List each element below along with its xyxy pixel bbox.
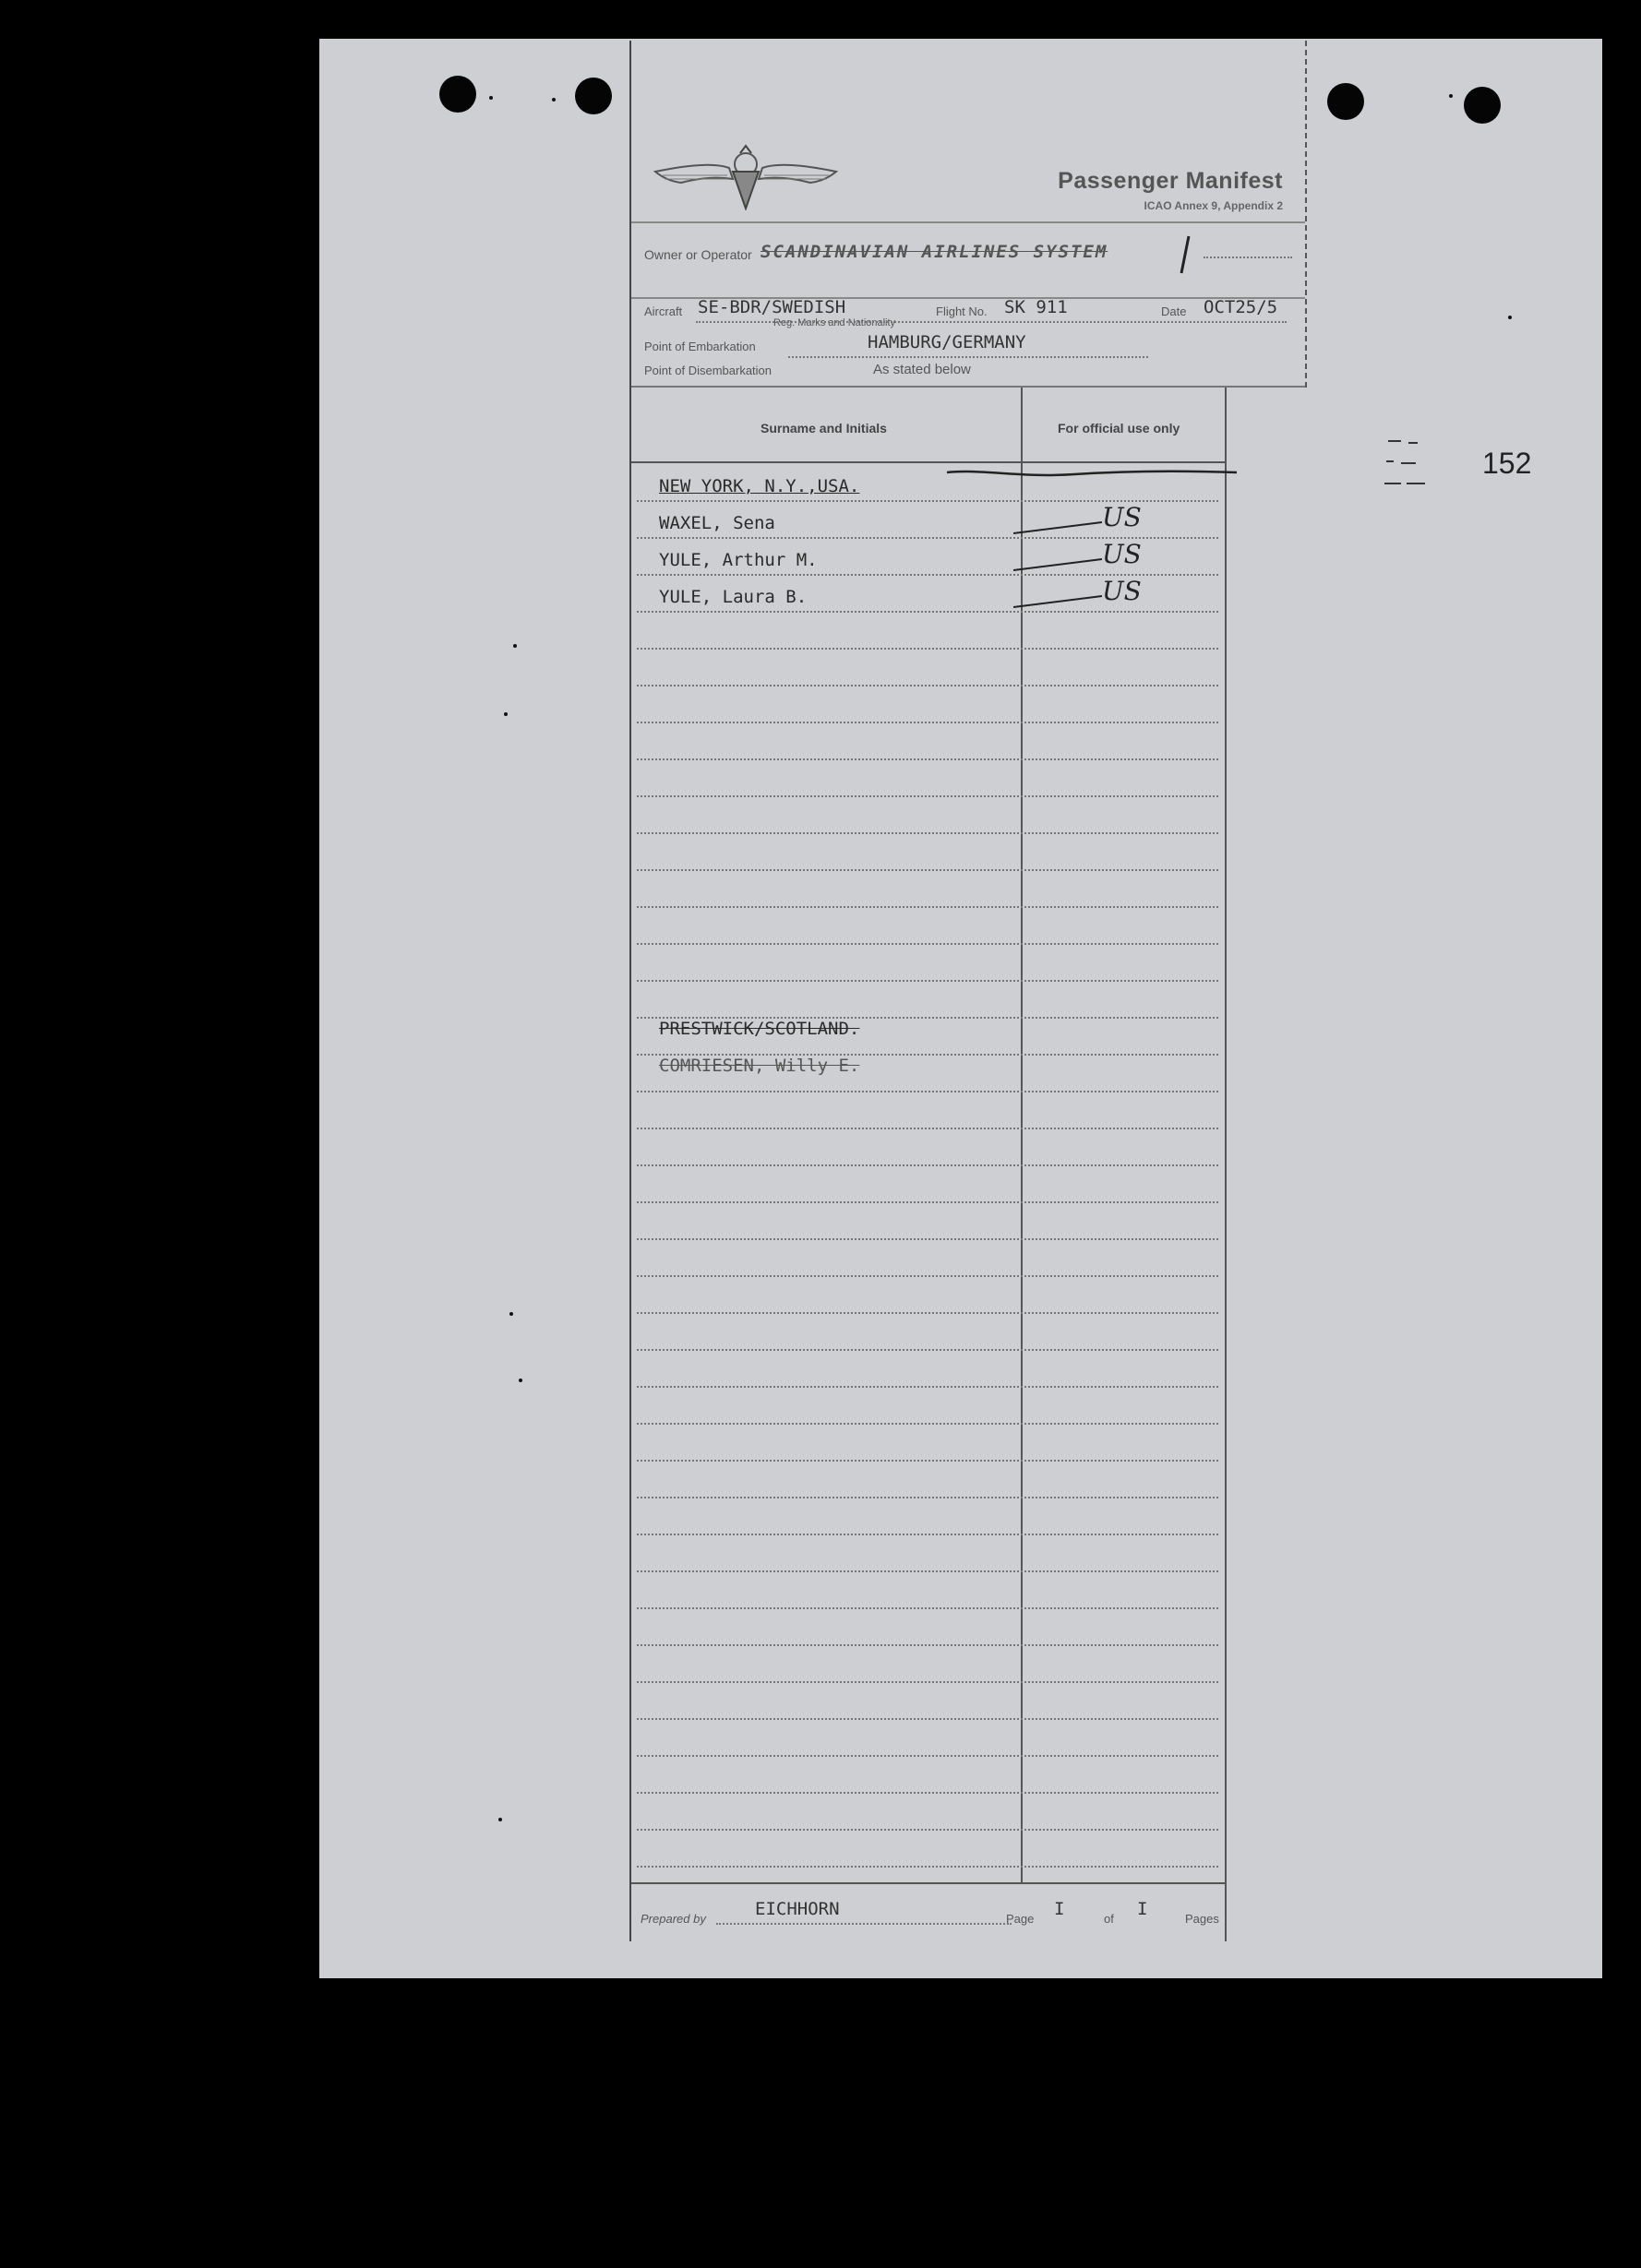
ruled-line [637, 1829, 1218, 1831]
ruled-line [637, 1054, 1218, 1056]
embarkation-value: HAMBURG/GERMANY [868, 332, 1026, 352]
ruled-line [637, 980, 1218, 982]
ruled-line [637, 537, 1218, 539]
prepared-value: EICHHORN [755, 1899, 840, 1919]
ruled-line [637, 1718, 1218, 1720]
ruled-line [637, 906, 1218, 908]
ruled-line [637, 611, 1218, 613]
page-value: I [1054, 1899, 1065, 1919]
column-header-surname: Surname and Initials [761, 421, 887, 436]
speck [498, 1818, 502, 1821]
flight-label: Flight No. [936, 304, 988, 318]
punch-hole-left-2 [575, 78, 612, 114]
ruled-line [637, 1017, 1218, 1019]
ruled-line [637, 1386, 1218, 1388]
page-label: Page [1006, 1912, 1035, 1926]
destination-row: PRESTWICK/SCOTLAND. [659, 1019, 860, 1039]
disembarkation-value: As stated below [873, 362, 971, 377]
ruled-line [637, 795, 1218, 797]
ruled-line [637, 1644, 1218, 1646]
owner-label: Owner or Operator [644, 247, 752, 262]
owner-tick-mark [1176, 233, 1194, 279]
official-entry: US [1102, 576, 1142, 606]
column-header-official: For official use only [1058, 421, 1180, 436]
ruled-line [637, 1091, 1218, 1092]
speck [513, 644, 517, 648]
ruled-line [637, 758, 1218, 760]
form-header [629, 41, 1307, 388]
speck [519, 1379, 522, 1382]
ruled-line [637, 1349, 1218, 1351]
ruled-line [637, 722, 1218, 723]
pages-label: Pages [1185, 1912, 1219, 1926]
passenger-row: COMRIESEN, Willy E. [659, 1056, 860, 1076]
ruled-line [637, 1312, 1218, 1314]
ruled-line [637, 685, 1218, 686]
check-marks [1010, 507, 1111, 618]
owner-dotted-line [1204, 257, 1292, 258]
ruled-line [637, 1792, 1218, 1794]
speck [1449, 94, 1453, 98]
speck [504, 712, 508, 716]
punch-hole-left-1 [439, 76, 476, 113]
passenger-row: WAXEL, Sena [659, 513, 775, 533]
disembarkation-label: Point of Disembarkation [644, 364, 773, 377]
ruled-line [637, 1460, 1218, 1462]
ruled-line [637, 1534, 1218, 1535]
embarkation-dotted-line [788, 356, 1148, 358]
strike-line [945, 461, 1240, 489]
ruled-line [637, 1201, 1218, 1203]
ruled-line [637, 869, 1218, 871]
ruled-line [637, 1607, 1218, 1609]
of-label: of [1104, 1912, 1114, 1926]
ruled-line [637, 1570, 1218, 1572]
ruled-line [637, 1755, 1218, 1757]
document-title: Passenger Manifest [1058, 168, 1283, 194]
ruled-line [637, 832, 1218, 834]
date-value: OCT25/5 [1204, 297, 1278, 317]
date-label: Date [1161, 304, 1187, 318]
ruled-line [637, 574, 1218, 576]
official-entry: US [1102, 502, 1142, 532]
speck [552, 98, 556, 101]
footer-top-line [631, 1882, 1225, 1884]
speck [489, 96, 493, 100]
ruled-line [637, 648, 1218, 650]
passenger-row: YULE, Arthur M. [659, 550, 818, 570]
ruled-line [637, 1128, 1218, 1129]
punch-hole-right-1 [1327, 83, 1364, 120]
embarkation-label: Point of Embarkation [644, 340, 756, 353]
punch-hole-right-2 [1464, 87, 1501, 124]
ruled-line [637, 1164, 1218, 1166]
aircraft-label: Aircraft [644, 304, 683, 318]
aircraft-value: SE-BDR/SWEDISH [698, 297, 846, 317]
ruled-line [637, 1497, 1218, 1498]
speck [509, 1312, 513, 1316]
of-value: I [1137, 1899, 1148, 1919]
destination-row: NEW YORK, N.Y.,USA. [659, 476, 860, 496]
passenger-table [629, 388, 1227, 1941]
aircraft-dotted-line [696, 321, 1287, 323]
passenger-row: YULE, Laura B. [659, 587, 808, 607]
ruled-line [637, 1275, 1218, 1277]
margin-marks [1381, 434, 1436, 489]
ruled-line [637, 1238, 1218, 1240]
prepared-dotted-line [716, 1923, 1012, 1925]
official-entry: US [1102, 539, 1142, 569]
ruled-line [637, 1866, 1218, 1868]
document-subtitle: ICAO Annex 9, Appendix 2 [1144, 199, 1283, 212]
aircraft-sublabel: Reg. Marks and Nationality [773, 317, 896, 328]
manifest-form [629, 41, 1303, 1941]
ruled-line [637, 943, 1218, 945]
flight-value: SK 911 [1004, 297, 1068, 317]
ruled-line [637, 1423, 1218, 1425]
owner-value: SCANDINAVIAN AIRLINES SYSTEM [761, 242, 1108, 262]
ruled-line [637, 500, 1218, 502]
side-page-number: 152 [1482, 447, 1532, 480]
prepared-label: Prepared by [641, 1912, 706, 1926]
winged-emblem-icon [653, 144, 838, 210]
speck [1508, 316, 1512, 319]
owner-row [631, 221, 1305, 299]
ruled-line [637, 1681, 1218, 1683]
